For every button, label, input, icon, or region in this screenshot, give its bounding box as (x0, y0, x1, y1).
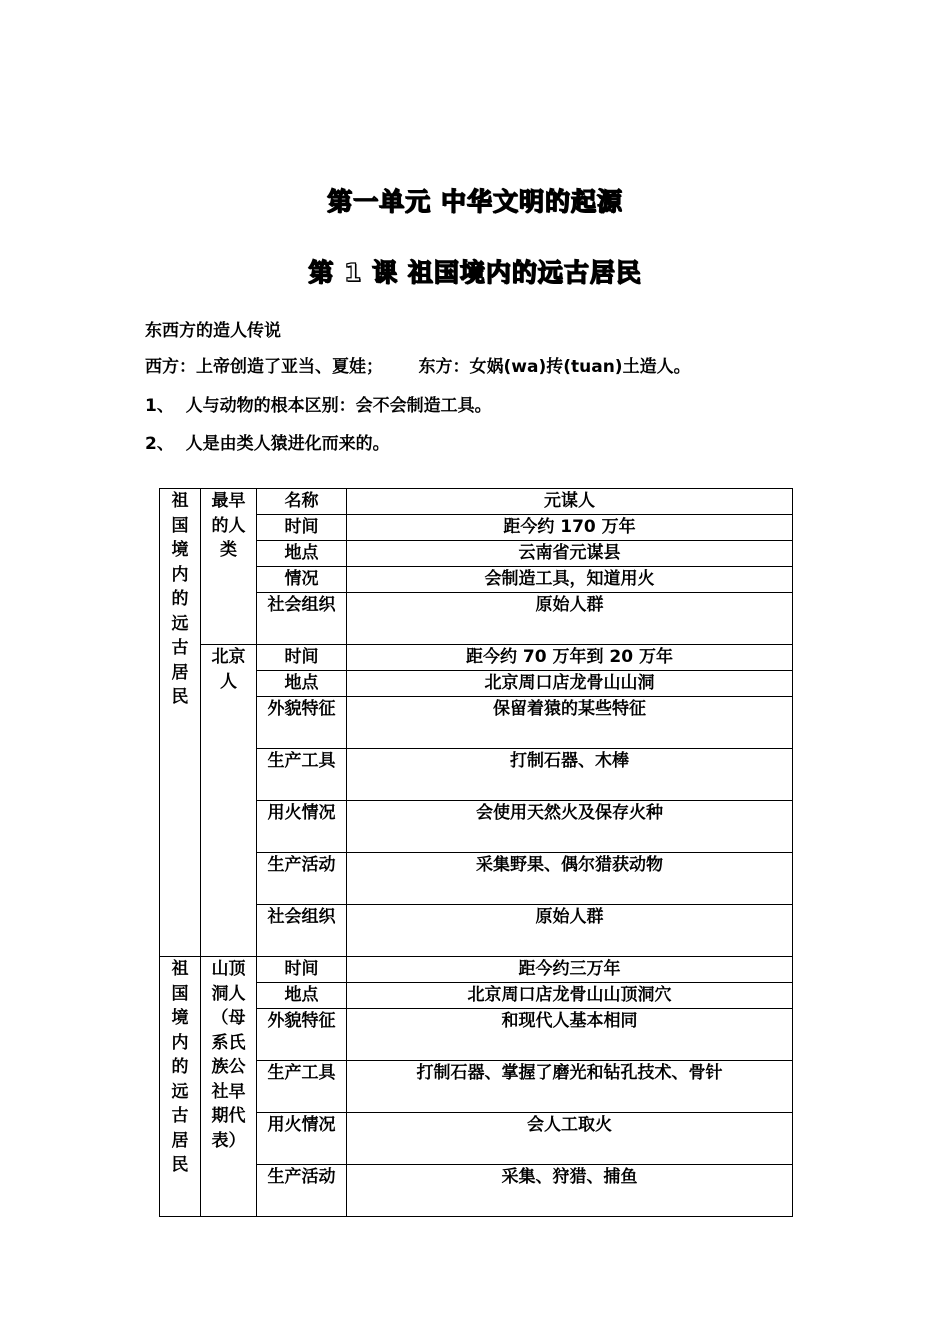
row-key: 情况 (257, 567, 347, 593)
group-label: 山顶洞人（母系氏族公社早期代表） (201, 957, 257, 1217)
row-value: 原始人群 (347, 905, 793, 957)
row-key: 时间 (257, 957, 347, 983)
row-key: 地点 (257, 671, 347, 697)
side-label: 祖国境内的远古居民 (160, 957, 201, 1217)
row-key: 生产活动 (257, 1165, 347, 1217)
row-key: 地点 (257, 541, 347, 567)
intro-heading: 东西方的造人传说 (145, 321, 281, 341)
row-value: 保留着猿的某些特征 (347, 697, 793, 749)
row-key: 生产活动 (257, 853, 347, 905)
row-key: 社会组织 (257, 905, 347, 957)
row-value: 会制造工具，知道用火 (347, 567, 793, 593)
row-value: 距今约 70 万年到 20 万年 (347, 645, 793, 671)
point-2: 2、 人是由类人猿进化而来的。 (145, 434, 390, 454)
row-value: 会使用天然火及保存火种 (347, 801, 793, 853)
row-value: 云南省元谋县 (347, 541, 793, 567)
row-key: 名称 (257, 489, 347, 515)
row-value: 北京周口店龙骨山山顶洞穴 (347, 983, 793, 1009)
row-value: 北京周口店龙骨山山洞 (347, 671, 793, 697)
row-value: 采集、狩猎、捕鱼 (347, 1165, 793, 1217)
group-label: 最早的人类 (201, 489, 257, 645)
point-1: 1、 人与动物的根本区别：会不会制造工具。 (145, 396, 492, 416)
row-value: 打制石器、掌握了磨光和钻孔技术、骨针 (347, 1061, 793, 1113)
row-key: 用火情况 (257, 801, 347, 853)
side-label: 祖国境内的远古居民 (160, 489, 201, 957)
row-value: 会人工取火 (347, 1113, 793, 1165)
group-label: 北京人 (201, 645, 257, 957)
unit-title: 第一单元 中华文明的起源 (327, 187, 623, 216)
row-key: 用火情况 (257, 1113, 347, 1165)
ancient-residents-table (159, 488, 793, 1217)
lesson-title: 第 1 课 祖国境内的远古居民 (308, 258, 642, 287)
row-value: 打制石器、木棒 (347, 749, 793, 801)
row-value: 距今约 170 万年 (347, 515, 793, 541)
row-key: 地点 (257, 983, 347, 1009)
row-key: 外貌特征 (257, 1009, 347, 1061)
table-row (160, 489, 793, 515)
legend-line: 西方：上帝创造了亚当、夏娃； 东方：女娲(wa)抟(tuan)土造人。 (145, 357, 691, 377)
row-value: 和现代人基本相同 (347, 1009, 793, 1061)
row-key: 生产工具 (257, 749, 347, 801)
row-key: 生产工具 (257, 1061, 347, 1113)
row-key: 社会组织 (257, 593, 347, 645)
table-row (160, 957, 793, 983)
row-key: 外貌特征 (257, 697, 347, 749)
row-value: 采集野果、偶尔猎获动物 (347, 853, 793, 905)
table-row (160, 645, 793, 671)
row-value: 元谋人 (347, 489, 793, 515)
row-key: 时间 (257, 645, 347, 671)
row-key: 时间 (257, 515, 347, 541)
row-value: 距今约三万年 (347, 957, 793, 983)
row-value: 原始人群 (347, 593, 793, 645)
